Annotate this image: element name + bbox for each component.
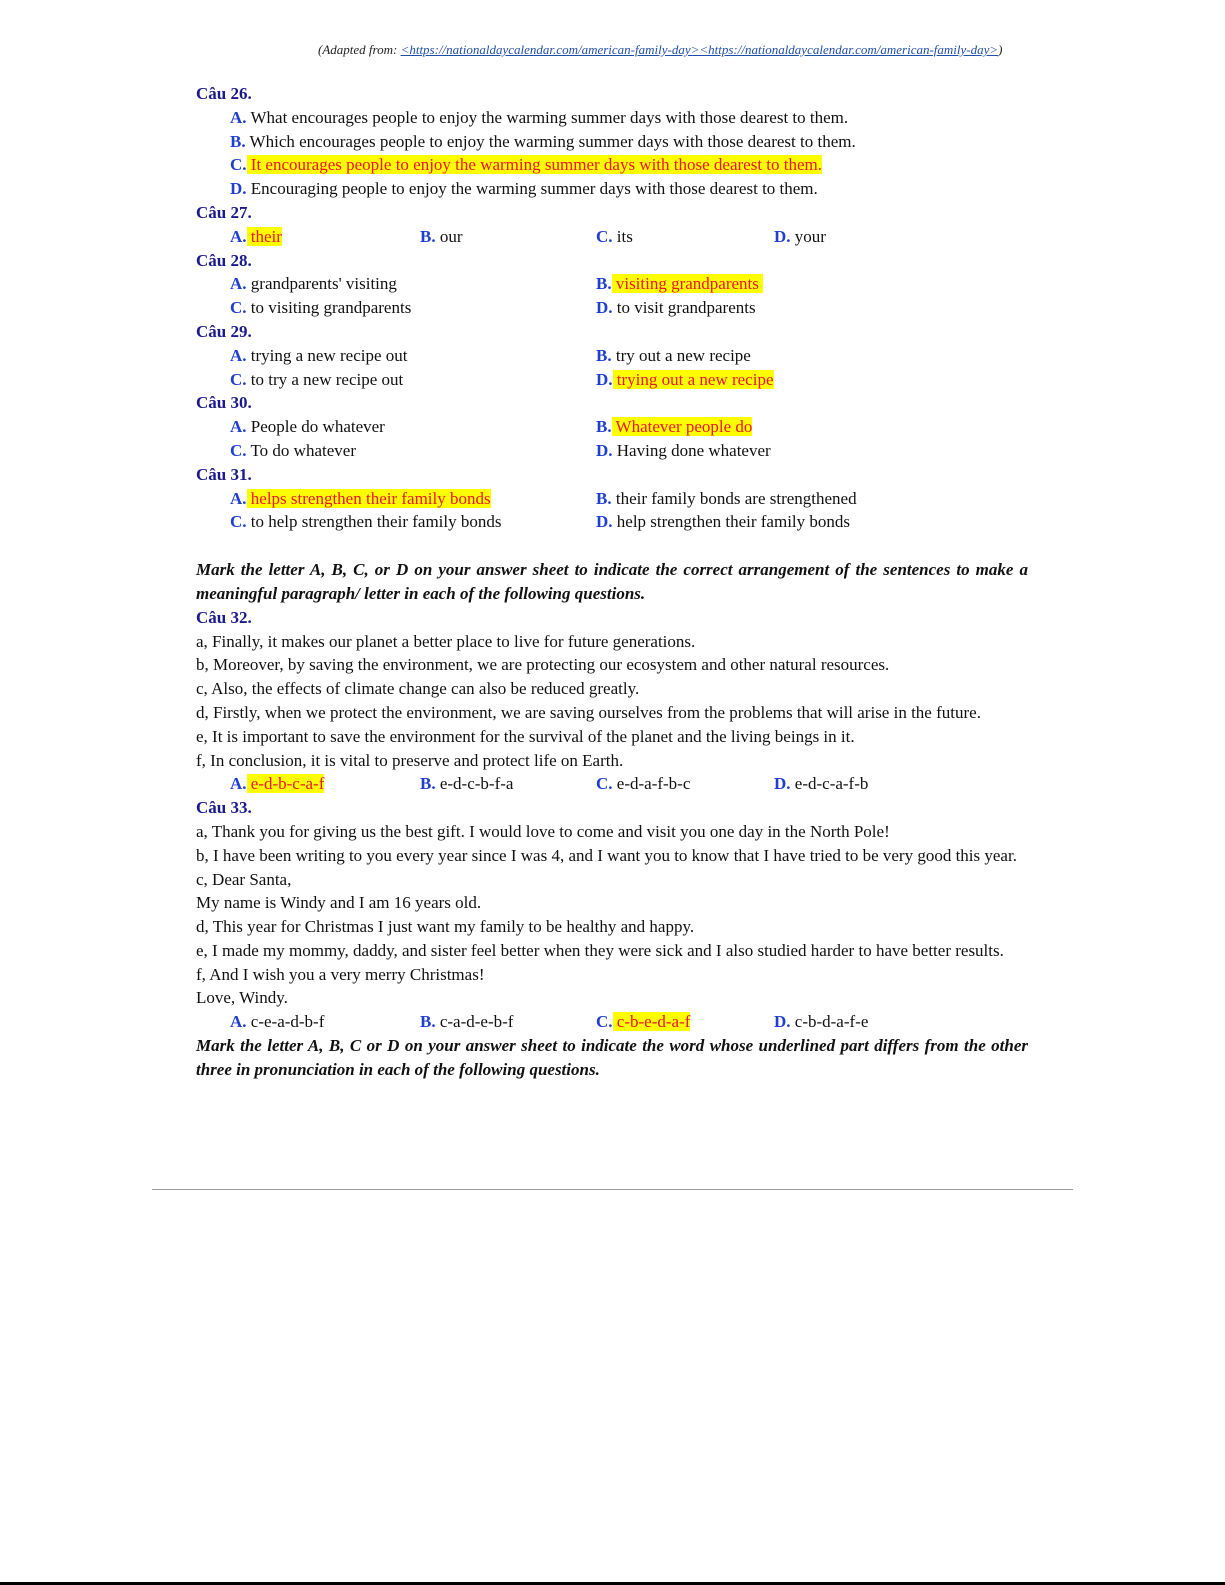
q32-sentence-b: b, Moreover, by saving the environment, we are protecting our ecosystem and other natural resources. — [196, 655, 890, 675]
q31-option-c[interactable]: C. to help strengthen their family bonds — [230, 512, 502, 532]
q33-sentence-f: f, And I wish you a very merry Christmas! — [196, 964, 485, 984]
questions-content — [196, 82, 1028, 1082]
option-letter: A. — [230, 107, 247, 127]
q32-option-d[interactable]: D. e-d-c-a-f-b — [774, 774, 869, 794]
question-31-label: Câu 31. — [196, 464, 252, 484]
q26-option-a[interactable]: A. What encourages people to enjoy the warming summer days with those dearest to them. — [230, 107, 849, 127]
q30-option-c[interactable]: C. To do whatever — [230, 440, 356, 460]
option-letter: C. — [230, 155, 247, 175]
correct-answer-highlight: Whatever people do — [612, 417, 753, 436]
q32-options — [196, 772, 1028, 796]
q32-option-b[interactable]: B. e-d-c-b-f-a — [420, 774, 514, 794]
q33-option-c[interactable]: C. c-b-e-d-a-f — [596, 1012, 691, 1032]
q33-sentence-a: a, Thank you for giving us the best gift. I would love to come and visit you one day in the North Pole! — [196, 821, 890, 841]
q29-options-row2 — [196, 368, 1028, 392]
question-26-label: Câu 26. — [196, 84, 252, 103]
q26-option-b[interactable]: B. Which encourages people to enjoy the warming summer days with those dearest to them. — [230, 131, 856, 151]
q33-sentence-c: c, Dear Santa, — [196, 869, 292, 889]
q26-option-d[interactable]: D. Encouraging people to enjoy the warming summer days with those dearest to them. — [230, 179, 818, 199]
correct-answer-highlight: helps strengthen their family bonds — [247, 489, 491, 508]
q30-options-row2 — [196, 439, 1028, 463]
instruction-arrangement: Mark the letter A, B, C, or D on your answer sheet to indicate the correct arrangement of the sentences to make a meaningful paragraph/ letter in each of the following questions. — [196, 560, 1028, 603]
q31-option-a[interactable]: A. helps strengthen their family bonds — [230, 488, 491, 508]
q27-option-c[interactable]: C. its — [596, 226, 633, 246]
question-27-label: Câu 27. — [196, 202, 252, 222]
q33-sentence-f-cont: Love, Windy. — [196, 988, 288, 1008]
q28-option-a[interactable]: A. grandparents' visiting — [230, 274, 397, 294]
source-suffix: ) — [998, 42, 1003, 57]
q33-option-a[interactable]: A. c-e-a-d-b-f — [230, 1012, 325, 1032]
q32-sentence-f: f, In conclusion, it is vital to preserve and protect life on Earth. — [196, 750, 624, 770]
q33-sentence-e: e, I made my mommy, daddy, and sister feel better when they were sick and I also studied harder to have better results. — [196, 940, 1004, 960]
q26-option-c[interactable] — [196, 153, 1028, 177]
q33-sentence-d: d, This year for Christmas I just want my family to be healthy and happy. — [196, 917, 695, 937]
correct-answer-highlight: c-b-e-d-a-f — [613, 1012, 691, 1031]
correct-answer-highlight: It encourages people to enjoy the warming summer days with those dearest to them. — [247, 155, 823, 174]
question-29-label: Câu 29. — [196, 321, 252, 341]
source-prefix: (Adapted from: — [318, 42, 401, 57]
q28-option-d[interactable]: D. to visit grandparents — [596, 298, 756, 318]
q29-options-row1 — [196, 344, 1028, 368]
q27-option-b[interactable]: B. our — [420, 226, 463, 246]
q30-option-d[interactable]: D. Having done whatever — [596, 440, 771, 460]
source-link[interactable]: <https://nationaldaycalendar.com/american-family-day><https://nationaldaycalendar.com/american-family-day> — [400, 42, 999, 57]
q31-options-row2 — [196, 510, 1028, 534]
q28-option-b[interactable]: B. visiting grandparents — [596, 272, 763, 296]
q29-option-a[interactable]: A. trying a new recipe out — [230, 345, 408, 365]
q32-option-a[interactable]: A. e-d-b-c-a-f — [230, 774, 325, 794]
q30-option-a[interactable]: A. People do whatever — [230, 417, 385, 437]
q31-options-row1 — [196, 487, 1028, 511]
q30-option-b[interactable]: B. Whatever people do — [596, 417, 753, 437]
option-letter: D. — [230, 179, 247, 199]
question-30-label: Câu 30. — [196, 393, 252, 413]
correct-answer-highlight: trying out a new recipe — [613, 370, 774, 389]
option-letter: B. — [230, 131, 246, 151]
q32-sentence-e: e, It is important to save the environment for the survival of the planet and the living beings in it. — [196, 726, 855, 746]
q29-option-c[interactable]: C. to try a new recipe out — [230, 369, 404, 389]
q31-option-d[interactable]: D. help strengthen their family bonds — [596, 512, 851, 532]
q32-sentence-c: c, Also, the effects of climate change can also be reduced greatly. — [196, 679, 640, 699]
correct-answer-highlight: visiting grandparents — [612, 274, 764, 293]
question-28-label: Câu 28. — [196, 250, 252, 270]
instruction-pronunciation: Mark the letter A, B, C or D on your answer sheet to indicate the word whose underlined part differs from the other three in pronunciation in each of the following questions. — [196, 1036, 1028, 1079]
q33-sentence-c-cont: My name is Windy and I am 16 years old. — [196, 893, 482, 913]
q27-options — [196, 225, 1028, 249]
q33-option-b[interactable]: B. c-a-d-e-b-f — [420, 1012, 514, 1032]
correct-answer-highlight: e-d-b-c-a-f — [247, 774, 325, 793]
question-33-label: Câu 33. — [196, 798, 252, 818]
q31-option-b[interactable]: B. their family bonds are strengthened — [596, 488, 857, 508]
q28-option-c[interactable]: C. to visiting grandparents — [230, 298, 412, 318]
q32-sentence-a: a, Finally, it makes our planet a better place to live for future generations. — [196, 631, 696, 651]
page-divider — [152, 1189, 1073, 1190]
q32-sentence-d: d, Firstly, when we protect the environment, we are saving ourselves from the problems that will arise in the future. — [196, 702, 981, 722]
q28-options-row1 — [196, 272, 1028, 296]
source-citation — [318, 42, 1038, 58]
q33-option-d[interactable]: D. c-b-d-a-f-e — [774, 1012, 869, 1032]
q27-option-d[interactable]: D. your — [774, 226, 826, 246]
q29-option-d[interactable]: D. trying out a new recipe — [596, 369, 774, 389]
q33-options — [196, 1010, 1028, 1034]
q28-options-row2 — [196, 296, 1028, 320]
question-32-label: Câu 32. — [196, 607, 252, 627]
q29-option-b[interactable]: B. try out a new recipe — [596, 345, 751, 365]
q33-sentence-b: b, I have been writing to you every year since I was 4, and I want you to know that I have tried to be very good this year. — [196, 845, 1017, 865]
correct-answer-highlight: their — [247, 227, 282, 246]
q32-option-c[interactable]: C. e-d-a-f-b-c — [596, 774, 691, 794]
q27-option-a[interactable]: A. their — [230, 226, 282, 246]
q30-options-row1 — [196, 415, 1028, 439]
